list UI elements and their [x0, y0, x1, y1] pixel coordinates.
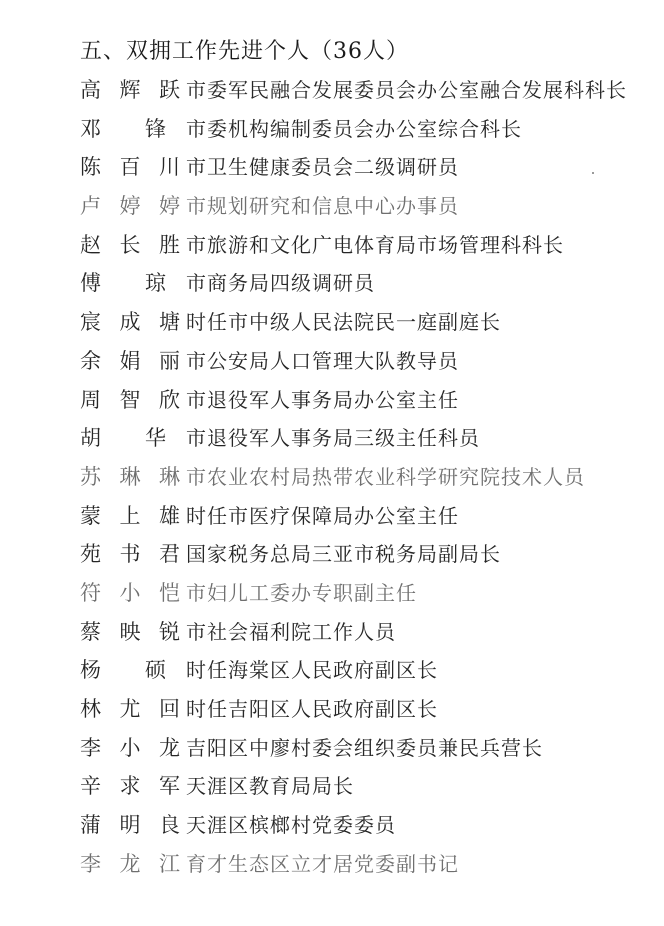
person-position: 市委机构编制委员会办公室综合科长 — [186, 116, 522, 141]
person-name: 宸成塘 — [80, 310, 180, 335]
person-name: 林尤回 — [80, 697, 180, 721]
person-name: 苑书君 — [80, 542, 180, 567]
list-item — [0, 381, 664, 420]
person-name: 苏琳琳 — [80, 464, 180, 489]
person-position: 国家税务总局三亚市税务局副局长 — [186, 542, 501, 567]
person-position: 市委军民融合发展委员会办公室融合发展科科长 — [186, 78, 627, 102]
person-name: 蒙上雄 — [80, 503, 180, 528]
list-item — [0, 226, 664, 265]
person-name: 李小龙 — [80, 735, 180, 760]
list-item — [0, 729, 664, 768]
person-name: 赵长胜 — [80, 232, 180, 257]
person-position: 市卫生健康委员会二级调研员 — [186, 155, 459, 180]
list-item — [0, 148, 664, 187]
person-position: 市妇儿工委办专职副主任 — [186, 580, 417, 605]
list-item — [0, 651, 664, 690]
honoree-list — [0, 71, 664, 883]
person-name: 李龙江 — [80, 851, 180, 876]
person-name: 蒲明良 — [80, 813, 180, 838]
person-position: 市公安局人口管理大队教导员 — [186, 348, 459, 373]
person-position: 天涯区教育局局长 — [186, 774, 354, 799]
person-position: 时任市医疗保障局办公室主任 — [186, 503, 459, 528]
person-position: 天涯区槟榔村党委委员 — [186, 813, 396, 838]
person-position: 时任市中级人民法院民一庭副庭长 — [186, 310, 501, 335]
person-name: 邓 锋 — [80, 116, 166, 141]
person-name: 符小恺 — [80, 580, 180, 605]
list-item — [0, 806, 664, 845]
person-position: 市农业农村局热带农业科学研究院技术人员 — [186, 464, 585, 489]
list-item — [0, 845, 664, 884]
list-item — [0, 419, 664, 458]
person-position: 时任吉阳区人民政府副区长 — [186, 697, 438, 721]
person-name: 卢婷婷 — [80, 194, 180, 219]
person-name: 周智欣 — [80, 387, 180, 412]
person-position: 市旅游和文化广电体育局市场管理科科长 — [186, 232, 564, 257]
person-position: 市退役军人事务局办公室主任 — [186, 387, 459, 412]
list-item — [0, 458, 664, 497]
list-item — [0, 71, 664, 110]
list-item — [0, 264, 664, 303]
list-item — [0, 690, 664, 729]
list-item — [0, 187, 664, 226]
person-position: 时任海棠区人民政府副区长 — [186, 658, 438, 683]
person-position: 市商务局四级调研员 — [186, 271, 375, 296]
person-name: 胡 华 — [80, 426, 166, 451]
list-item — [0, 303, 664, 342]
person-name: 杨 硕 — [80, 658, 166, 683]
person-position: 吉阳区中廖村委会组织委员兼民兵营长 — [186, 735, 543, 760]
person-position: 育才生态区立才居党委副书记 — [186, 851, 459, 876]
list-item — [0, 767, 664, 806]
person-position: 市退役军人事务局三级主任科员 — [186, 426, 480, 451]
list-item — [0, 574, 664, 613]
person-name: 蔡映锐 — [80, 619, 180, 644]
person-name: 高辉跃 — [80, 78, 180, 102]
section-heading: 五、双拥工作先进个人（36人） — [80, 39, 409, 64]
list-item — [0, 342, 664, 381]
person-name: 陈百川 — [80, 155, 180, 180]
person-position: 市规划研究和信息中心办事员 — [186, 194, 459, 219]
list-item — [0, 613, 664, 652]
list-item — [0, 497, 664, 536]
person-position: 市社会福利院工作人员 — [186, 619, 396, 644]
person-name: 辛求军 — [80, 774, 180, 799]
list-item — [0, 535, 664, 574]
person-name: 傅 琼 — [80, 271, 166, 296]
list-item — [0, 110, 664, 149]
person-name: 余娟丽 — [80, 348, 180, 373]
